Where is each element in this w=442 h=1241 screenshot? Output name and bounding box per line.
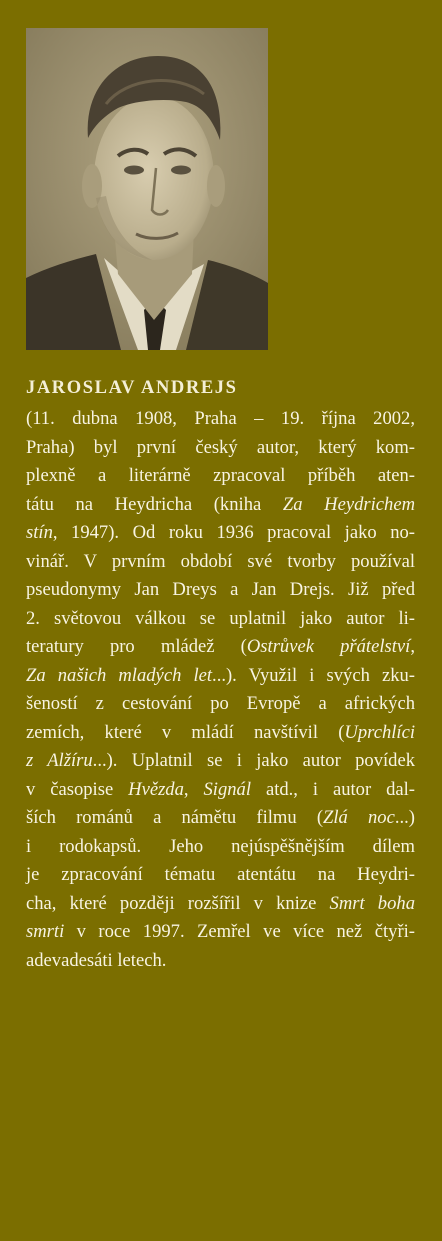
book-title-za-heydrichem: Za Heydrichem — [282, 493, 415, 515]
book-title-smrt-boha: Smrt boha — [329, 892, 415, 914]
film-title-zla-noc: Zlá noc — [323, 807, 395, 828]
book-title-smrti: smrti — [26, 921, 65, 942]
book-title-stin: stín — [26, 522, 53, 543]
portrait-illustration — [26, 28, 268, 350]
bio-line: Praha) byl první český autor, který kom- — [26, 436, 415, 458]
author-biography — [26, 405, 415, 975]
bio-line: adevadesáti letech. — [26, 949, 167, 971]
book-title-uprchlici: Uprchlíci — [344, 721, 415, 743]
bio-line: je zpracování tématu atentátu na Heydri- — [26, 864, 415, 885]
author-portrait-photo — [26, 28, 268, 350]
bio-line: ších románů a námětu filmu (Zlá noc...) — [26, 807, 415, 828]
bio-line: stín, 1947). Od roku 1936 pracoval jako no- — [26, 522, 415, 543]
bio-line: plexně a literárně zpracoval příběh aten- — [26, 465, 415, 486]
bio-line: Za našich mladých let...). Využil i svých zku- — [26, 664, 416, 686]
bio-line: šeností z cestování po Evropě a afrických — [26, 693, 415, 714]
bio-line: v časopise Hvězda, Signál atd., i autor dal- — [26, 778, 415, 800]
bio-line: cha, které později rozšířil v knize Smrt boha — [26, 892, 415, 914]
author-name: JAROSLAV ANDREJS — [26, 378, 238, 398]
bio-line: z Alžíru...). Uplatnil se i jako autor povídek — [26, 750, 415, 771]
bio-line: vinář. V prvním období své tvorby používal — [26, 550, 415, 572]
magazine-signal: Signál — [203, 778, 252, 800]
bio-line: teratury pro mládež (Ostrůvek přátelství, — [26, 636, 415, 657]
magazine-hvezda: Hvězda — [128, 778, 184, 800]
book-title-ostruvek: Ostrůvek přátelství — [246, 636, 411, 657]
book-title-z-alziru: z Alžíru — [26, 750, 93, 771]
book-title-za-nasich: Za našich mladých let — [26, 664, 213, 686]
bio-line: tátu na Heydricha (kniha Za Heydrichem — [26, 493, 415, 515]
bio-line: smrti v roce 1997. Zemřel ve více než čtyři- — [26, 921, 415, 942]
bio-line: 2. světovou válkou se uplatnil jako autor li- — [26, 607, 415, 629]
bio-line: (11. dubna 1908, Praha – 19. října 2002, — [26, 408, 415, 429]
bio-line: i rodokapsů. Jeho nejúspěšnějším dílem — [26, 835, 415, 857]
bio-line: pseudonymy Jan Dreys a Jan Drejs. Již před — [26, 579, 415, 600]
bio-line: zemích, které v mládí navštívil (Uprchlíci — [26, 721, 415, 743]
